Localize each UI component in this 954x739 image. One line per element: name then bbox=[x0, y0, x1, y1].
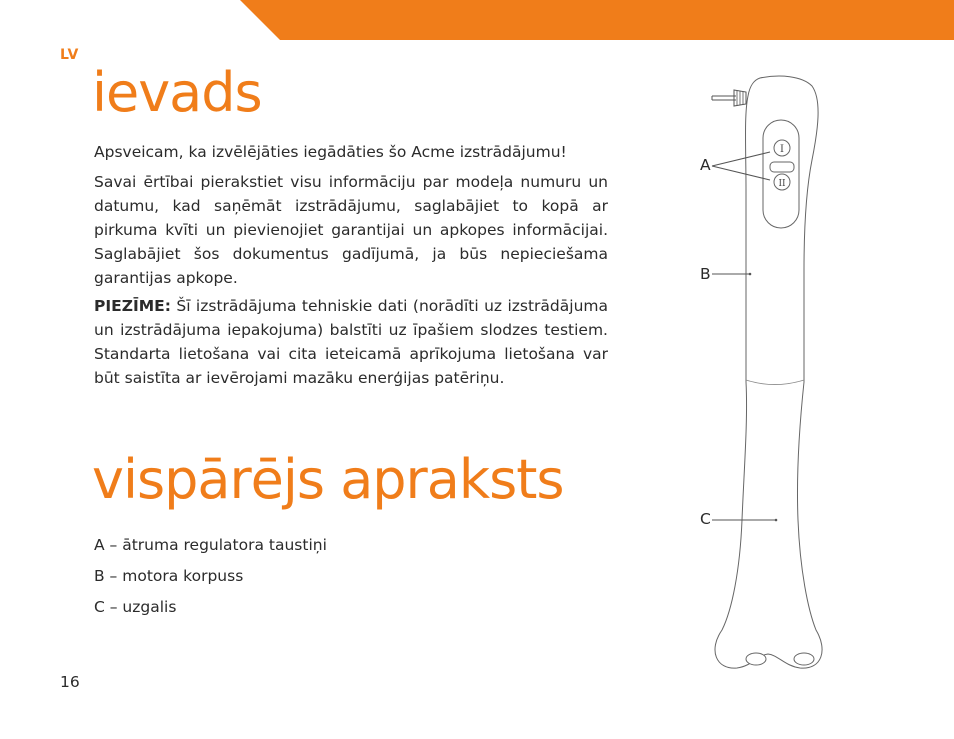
intro-text-2: Savai ērtībai pierakstiet visu informāciju par modeļa numuru un datumu, kad saņēmāt izstrādājumu, saglabājiet to kopā ar pirkuma kvīti un pievienojiet garantijai un apkopes informācijai. Saglabājiet šos dokumentus gadījumā, ja būs nepieciešama garantijas apkope. bbox=[94, 173, 608, 287]
parts-list bbox=[94, 533, 327, 626]
speed-button-1-label: I bbox=[780, 144, 784, 155]
intro-paragraph-1 bbox=[94, 140, 608, 164]
language-tag: LV bbox=[60, 47, 79, 63]
blade-guard-right bbox=[794, 653, 814, 665]
note-label: PIEZĪME: bbox=[94, 297, 171, 315]
hand-blender-diagram bbox=[690, 70, 840, 680]
button-separator bbox=[770, 162, 794, 172]
part-item-c: C – uzgalis bbox=[94, 598, 177, 616]
callout-label-a: A bbox=[700, 156, 711, 174]
note-paragraph bbox=[94, 294, 608, 390]
orange-banner bbox=[0, 0, 954, 40]
power-cord bbox=[712, 90, 746, 106]
part-item-b: B – motora korpuss bbox=[94, 567, 244, 585]
speed-button-2-label: II bbox=[778, 179, 786, 189]
note-text: Šī izstrādājuma tehniskie dati (norādīti uz izstrādājuma un izstrādājuma iepakojuma) balstīti uz īpašiem slodzes testiem. Standarta lietošana vai cita ieteicamā aprīkojuma lietošana var būt saistīta ar ievērojami mazāku enerģijas patēriņu. bbox=[94, 297, 608, 387]
part-item-a: A – ātruma regulatora taustiņi bbox=[94, 536, 327, 554]
callout-label-c: C bbox=[700, 510, 711, 528]
page-number: 16 bbox=[60, 673, 80, 691]
intro-text-1: Apsveicam, ka izvēlējāties iegādāties šo Acme izstrādājumu! bbox=[94, 143, 567, 161]
intro-paragraph-2 bbox=[94, 170, 608, 290]
section-title-general: vispārējs apraksts bbox=[92, 448, 564, 511]
section-title-intro: ievads bbox=[92, 61, 262, 124]
blade-guard-left bbox=[746, 653, 766, 665]
callout-label-b: B bbox=[700, 265, 711, 283]
note-text-container bbox=[94, 294, 608, 390]
